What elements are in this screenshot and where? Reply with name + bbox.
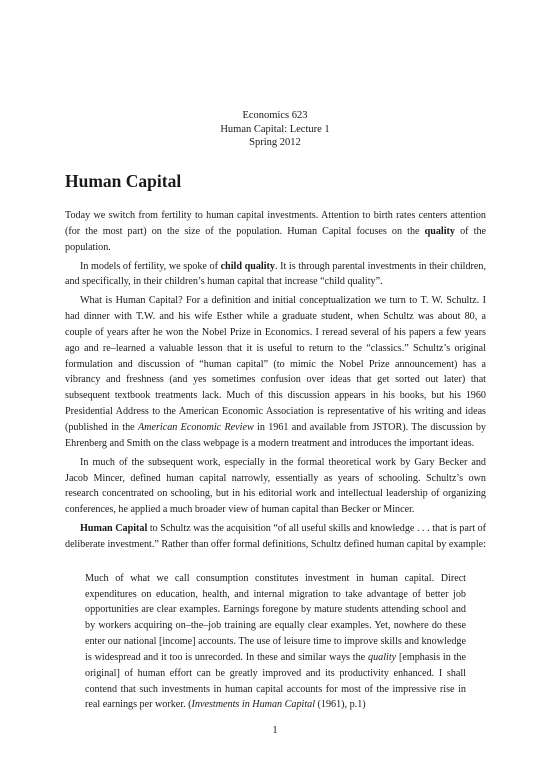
section-title: Human Capital [65, 171, 182, 191]
quote-emphasis: quality [368, 651, 397, 663]
paragraph-2 [65, 259, 486, 291]
term: Spring 2012 [249, 137, 301, 148]
document-header [0, 109, 550, 150]
paragraph-3 [65, 293, 486, 451]
paragraph-2-text-a: In models of fertility, we spoke of [80, 260, 221, 272]
lecture-title: Human Capital: Lecture 1 [220, 123, 330, 135]
paragraph-5-emphasis: Human Capital [80, 523, 148, 535]
quote-citation: (1961), p.1) [315, 699, 366, 711]
paragraph-4: In much of the subsequent work, especially in the formal theoretical work by Gary Becker and Jacob Mincer, defined human capital narrowly, essentially as years of schooling. Schultz’s own research concentrated on schooling, but in his editorial work and intellectual leadership of organizing conferences, he applied a much broader view of human capital than Becker or Mincer. [65, 456, 486, 516]
document-body [65, 208, 486, 713]
page-number: 1 [272, 725, 278, 736]
quote-text-a: Much of what we call consumption constitutes investment in human capital. Direct expenditures on education, health, and internal migration to take advantage of better job opportunities are clear examples. Earnings foregone by mature students attending school and by workers acquiring on–the–job training are equally clear examples. Yet, nowhere do these enter our national [income] accounts. The use of leisure time to improve skills and knowledge is widespread and it too is unrecorded. In these and similar ways the [85, 572, 466, 663]
paragraph-1-text-c: of the population. [65, 225, 486, 253]
paragraph-5 [65, 521, 486, 553]
block-quote [85, 571, 466, 714]
paragraph-2-text-c: . It is through parental investments in their children, and specifically, in their children’s human capital that increase “child quality”. [65, 260, 486, 288]
course-name: Economics 623 [242, 110, 308, 121]
paragraph-1-text-a: Today we switch from fertility to human capital investments. Attention to birth rates centers attention (for the most part) on the size of the population. Human Capital focuses on the [65, 210, 486, 237]
journal-title: American Economic Review [137, 421, 254, 433]
book-title: Investments in Human Capital [191, 699, 316, 711]
quote-text-c: [emphasis in the original] of human effort can be greatly improved and its productivity enhanced. I shall contend that such investments in human capital accounts for most of the impressive rise in real earnings per worker. ( [85, 651, 466, 711]
paragraph-3-text-a: What is Human Capital? For a definition and initial conceptualization we turn to T. W. Schultz. I had dinner with T.W. and his wife Esther while a graduate student, when Schultz was about 80, a couple of years after he won the Nobel Prize in Economics. I reread several of his papers a few years ago and re–learned a valuable lesson that it is useful to return to the “classics.” Schultz’s original formulation and discussion of “human capital” (to mimic the Nobel Prize announcement) has a vibrancy and freshness (and yes sometimes confusion over ideas that get sorted out later) that subsequent textbook treatments lack. Much of this discussion appears in his books, but his 1960 Presidential Address to the American Economic Association is representative of his writing and ideas (published in the [65, 295, 486, 433]
paragraph-5-text-b: to Schultz was the acquisition “of all useful skills and knowledge . . . that is part of deliberate investment.” Rather than offer formal definitions, Schultz defined human capital by example: [65, 523, 487, 550]
paragraph-3-text-c: in 1961 and available from JSTOR). The discussion by Ehrenberg and Smith on the class webpage is a modern treatment and introduces the important ideas. [65, 421, 486, 449]
paragraph-1-emphasis: quality [424, 225, 455, 237]
paragraph-2-emphasis: child quality [220, 260, 275, 272]
paragraph-1 [65, 208, 486, 256]
